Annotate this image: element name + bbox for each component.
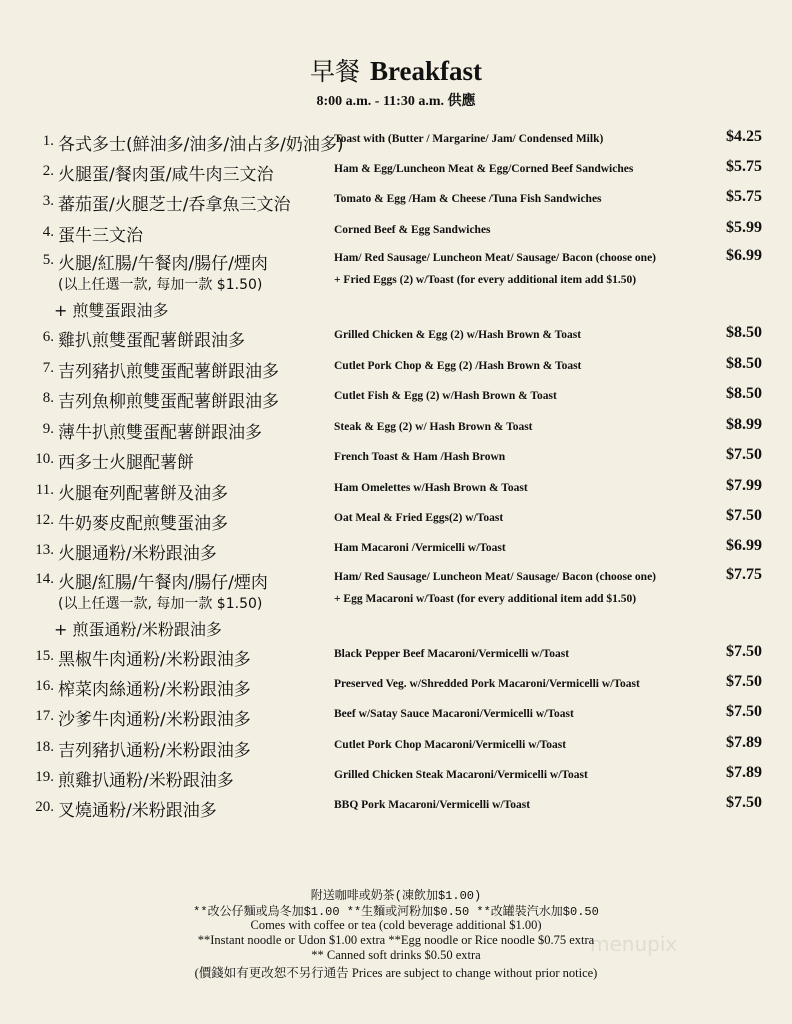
title-chinese: 早餐 [309, 57, 360, 86]
item-name-english: Ham Macaroni /Vermicelli w/Toast [334, 542, 506, 554]
item-price: $4.25 [726, 128, 762, 145]
item-addon-english: + Egg Macaroni w/Toast (for every additional item add $1.50) [334, 593, 637, 605]
item-price: $6.99 [726, 247, 762, 264]
item-name-english: Cutlet Pork Chop Macaroni/Vermicelli w/Toast [334, 739, 567, 751]
item-price: $7.50 [726, 794, 762, 811]
item-name-english: Ham/ Red Sausage/ Luncheon Meat/ Sausage/ Bacon (choose one) [334, 252, 657, 264]
item-number: 12. [35, 512, 54, 528]
item-name-english: Steak & Egg (2) w/ Hash Brown & Toast [334, 421, 533, 433]
item-name-english: Ham Omelettes w/Hash Brown & Toast [334, 482, 528, 494]
item-addon-chinese: + 煎蛋通粉/米粉跟油多 [54, 620, 222, 639]
item-name-chinese: 火腿奄列配薯餅及油多 [58, 484, 228, 504]
item-name-chinese: 黑椒牛肉通粉/米粉跟油多 [58, 650, 251, 670]
footer-line-4: **Instant noodle or Udon $1.00 extra **Egg noodle or Rice noodle $0.75 extra [197, 933, 595, 947]
item-name-chinese: 吉列豬扒煎雙蛋配薯餅跟油多 [58, 362, 279, 382]
item-price: $7.89 [726, 734, 762, 751]
item-name-english: Beef w/Satay Sauce Macaroni/Vermicelli w/Toast [334, 708, 574, 720]
item-name-english: Toast with (Butter / Margarine/ Jam/ Condensed Milk) [334, 133, 604, 145]
item-price: $7.99 [726, 477, 762, 494]
item-price: $8.50 [726, 355, 762, 372]
item-name-english: Grilled Chicken Steak Macaroni/Vermicelli w/Toast [334, 769, 588, 781]
item-number: 18. [35, 739, 54, 755]
footer-line-6: (價錢如有更改恕不另行通告 Prices are subject to change without prior notice) [194, 966, 598, 980]
menu-title [0, 52, 792, 88]
footer-line-5: ** Canned soft drinks $0.50 extra [311, 948, 481, 962]
item-price: $6.99 [726, 537, 762, 554]
item-number: 13. [35, 542, 54, 558]
item-number: 20. [35, 799, 54, 815]
item-number: 14. [35, 571, 54, 587]
item-price: $7.50 [726, 507, 762, 524]
item-number: 8. [42, 390, 54, 406]
item-number: 1. [42, 133, 54, 149]
item-price: $7.89 [726, 764, 762, 781]
item-number: 19. [35, 769, 54, 785]
item-name-chinese: 吉列魚柳煎雙蛋配薯餅跟油多 [58, 392, 279, 412]
item-price: $8.99 [726, 416, 762, 433]
item-price: $8.50 [726, 385, 762, 402]
item-name-english: BBQ Pork Macaroni/Vermicelli w/Toast [334, 799, 531, 811]
item-note-chinese: (以上任選一款, 每加一款 $1.50) [58, 277, 263, 293]
item-name-chinese: 火腿/紅腸/午餐肉/腸仔/煙肉 [58, 254, 268, 274]
item-name-chinese: 吉列豬扒通粉/米粉跟油多 [58, 741, 251, 761]
item-name-chinese: 各式多士(鮮油多/油多/油占多/奶油多) [58, 135, 344, 155]
item-name-english: Ham & Egg/Luncheon Meat & Egg/Corned Beef Sandwiches [334, 163, 634, 175]
item-number: 5. [42, 252, 54, 268]
item-number: 4. [42, 224, 54, 240]
item-number: 3. [42, 193, 54, 209]
item-price: $7.75 [726, 566, 762, 583]
item-number: 2. [42, 163, 54, 179]
item-name-chinese: 蕃茄蛋/火腿芝士/呑拿魚三文治 [58, 195, 291, 215]
item-number: 6. [42, 329, 54, 345]
item-name-chinese: 薄牛扒煎雙蛋配薯餅跟油多 [58, 423, 262, 443]
item-price: $5.75 [726, 188, 762, 205]
item-number: 15. [35, 648, 54, 664]
item-name-english: Ham/ Red Sausage/ Luncheon Meat/ Sausage/ Bacon (choose one) [334, 571, 657, 583]
item-price: $5.99 [726, 219, 762, 236]
item-price: $7.50 [726, 673, 762, 690]
item-name-chinese: 雞扒煎雙蛋配薯餅跟油多 [58, 331, 245, 351]
item-name-english: Tomato & Egg /Ham & Cheese /Tuna Fish Sandwiches [334, 193, 602, 205]
item-name-chinese: 西多士火腿配薯餅 [58, 453, 194, 473]
item-name-english: Black Pepper Beef Macaroni/Vermicelli w/Toast [334, 648, 570, 660]
item-price: $8.50 [726, 324, 762, 341]
item-name-chinese: 榨菜肉絲通粉/米粉跟油多 [58, 680, 251, 700]
item-price: $5.75 [726, 158, 762, 175]
item-name-english: French Toast & Ham /Hash Brown [334, 451, 506, 463]
item-name-chinese: 蛋牛三文治 [58, 226, 143, 246]
footer-line-2: **改公仔麵或烏冬加$1.00 **生麵或河粉加$0.50 **改罐裝汽水加$0.50 [193, 905, 599, 919]
item-note-chinese: (以上任選一款, 每加一款 $1.50) [58, 596, 263, 612]
watermark-logo: menupix [590, 932, 678, 956]
item-name-english: Cutlet Fish & Egg (2) w/Hash Brown & Toast [334, 390, 557, 402]
item-name-english: Cutlet Pork Chop & Egg (2) /Hash Brown & Toast [334, 360, 582, 372]
item-number: 11. [35, 482, 54, 498]
item-name-chinese: 沙爹牛肉通粉/米粉跟油多 [58, 710, 251, 730]
footer-line-3: Comes with coffee or tea (cold beverage additional $1.00) [250, 918, 542, 932]
serving-hours: 8:00 a.m. - 11:30 a.m. 供應 [316, 94, 476, 109]
item-name-english: Grilled Chicken & Egg (2) w/Hash Brown & Toast [334, 329, 582, 341]
item-name-english: Oat Meal & Fried Eggs(2) w/Toast [334, 512, 504, 524]
item-addon-chinese: + 煎雙蛋跟油多 [54, 301, 169, 320]
item-name-english: Corned Beef & Egg Sandwiches [334, 224, 491, 236]
item-name-chinese: 叉燒通粉/米粉跟油多 [58, 801, 217, 821]
item-number: 9. [42, 421, 54, 437]
item-price: $7.50 [726, 703, 762, 720]
item-addon-english: + Fried Eggs (2) w/Toast (for every additional item add $1.50) [334, 274, 637, 286]
item-name-chinese: 火腿蛋/餐肉蛋/咸牛肉三文治 [58, 165, 274, 185]
item-number: 10. [35, 451, 54, 467]
item-name-chinese: 火腿/紅腸/午餐肉/腸仔/煙肉 [58, 573, 268, 593]
footer-line-1: 附送咖啡或奶茶(凍飲加$1.00) [310, 889, 482, 903]
item-price: $7.50 [726, 643, 762, 660]
item-name-chinese: 牛奶麥皮配煎雙蛋油多 [58, 514, 228, 534]
item-name-chinese: 煎雞扒通粉/米粉跟油多 [58, 771, 234, 791]
item-number: 16. [35, 678, 54, 694]
item-name-english: Preserved Veg. w/Shredded Pork Macaroni/Vermicelli w/Toast [334, 678, 640, 690]
title-english: Breakfast [370, 56, 482, 86]
item-number: 7. [42, 360, 54, 376]
item-price: $7.50 [726, 446, 762, 463]
item-name-chinese: 火腿通粉/米粉跟油多 [58, 544, 217, 564]
item-number: 17. [35, 708, 54, 724]
